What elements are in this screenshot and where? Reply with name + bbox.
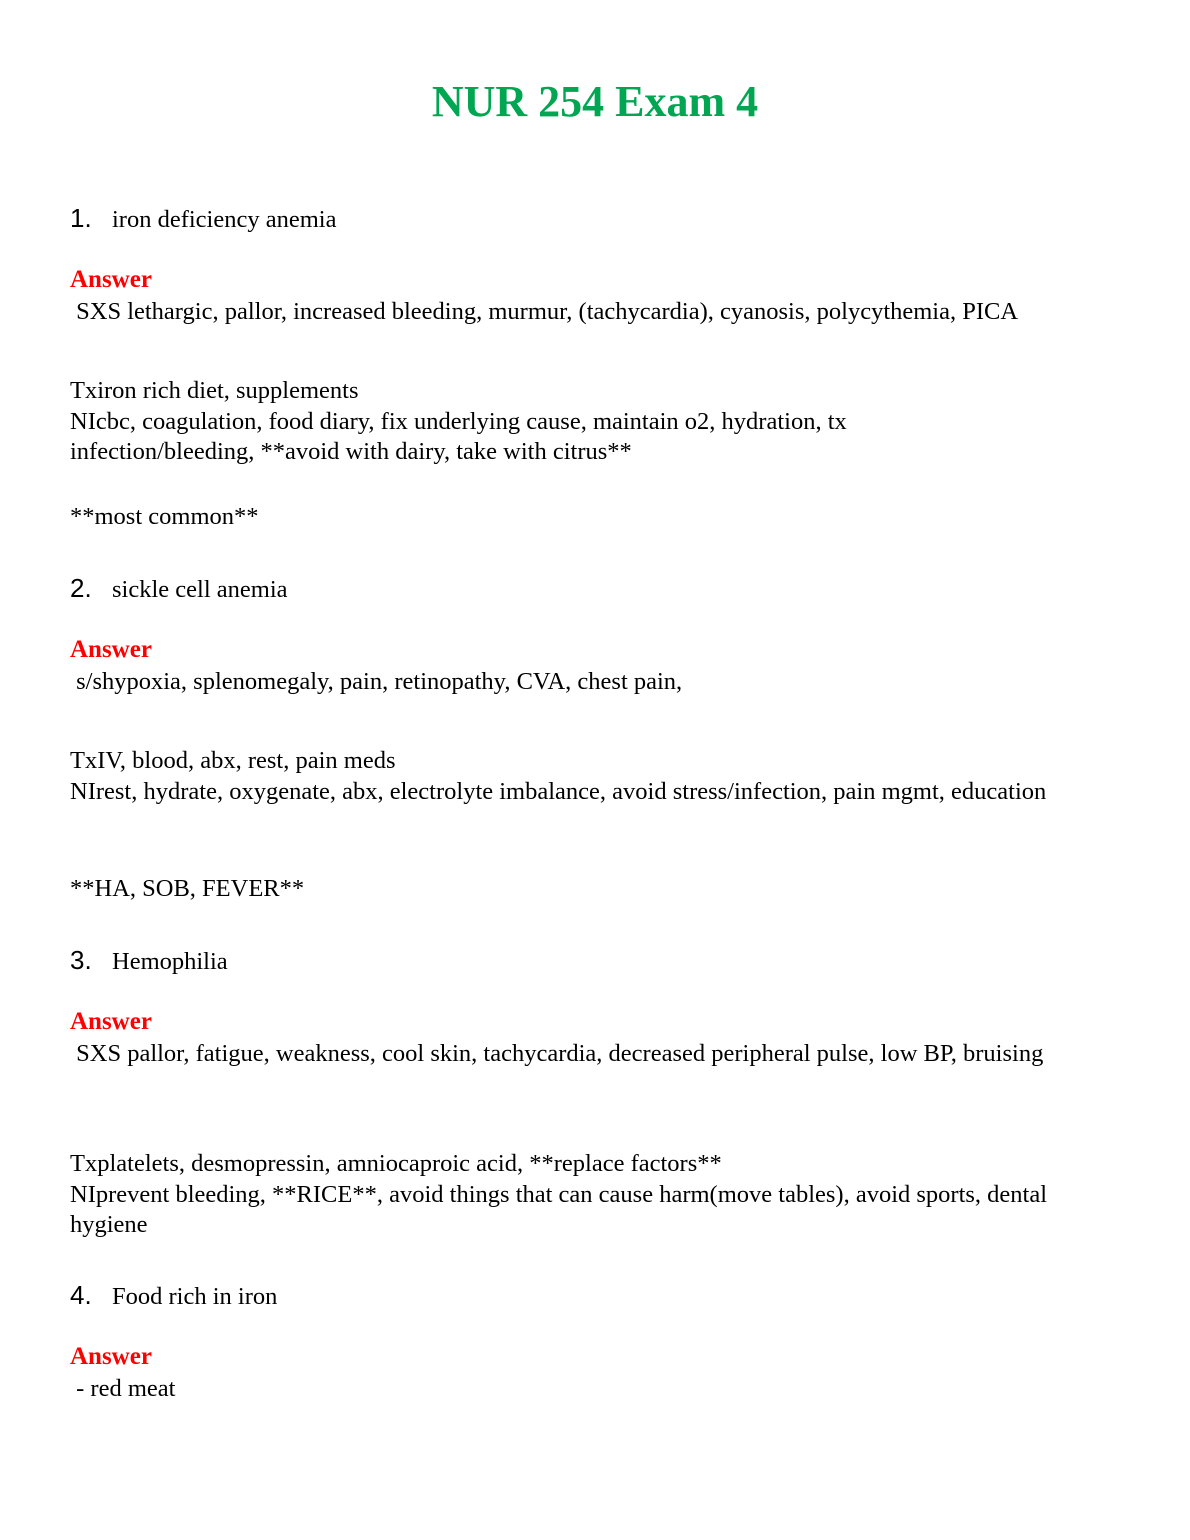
question-number: 3. (70, 945, 92, 975)
treatment-block (70, 1149, 1130, 1241)
question-2 (70, 572, 288, 609)
answer-text: SXS lethargic, pallor, increased bleeding, murmur, (tachycardia), cyanosis, polycythemia, PICA (70, 298, 1019, 325)
question-text: Food rich in iron (112, 1283, 278, 1310)
question-3 (70, 944, 228, 981)
nursing-interventions-text: NIprevent bleeding, **RICE**, avoid things that can cause harm(move tables), avoid sports, dental hygiene (70, 1180, 1048, 1238)
treatment-text: Txiron rich diet, supplements (70, 377, 359, 404)
answer-text: s/shypoxia, splenomegaly, pain, retinopathy, CVA, chest pain, (70, 668, 683, 695)
note-text: **most common** (70, 503, 259, 530)
answer-label: Answer (70, 636, 152, 663)
treatment-block (70, 376, 950, 468)
question-number: 2. (70, 573, 92, 603)
nursing-interventions-text: NIrest, hydrate, oxygenate, abx, electrolyte imbalance, avoid stress/infection, pain mgmt, education (70, 777, 1047, 805)
nursing-interventions-text: NIcbc, coagulation, food diary, fix underlying cause, maintain o2, hydration, tx infection/bleeding, **avoid with dairy, take with citrus** (70, 407, 847, 465)
treatment-text: Txplatelets, desmopressin, amniocaproic acid, **replace factors** (70, 1150, 722, 1177)
question-text: sickle cell anemia (112, 576, 288, 603)
treatment-block (70, 746, 1060, 807)
question-number: 4. (70, 1280, 92, 1310)
answer-text: - red meat (70, 1375, 176, 1402)
treatment-text: TxIV, blood, abx, rest, pain meds (70, 747, 396, 774)
note-text: **HA, SOB, FEVER** (70, 875, 305, 902)
question-4 (70, 1279, 277, 1316)
answer-label: Answer (70, 1343, 152, 1370)
answer-label: Answer (70, 1008, 152, 1035)
question-1 (70, 202, 336, 239)
question-number: 1. (70, 203, 92, 233)
question-text: iron deficiency anemia (112, 206, 337, 233)
page-title: NUR 254 Exam 4 (431, 77, 759, 126)
answer-text: SXS pallor, fatigue, weakness, cool skin, tachycardia, decreased peripheral pulse, low BP, bruising (70, 1040, 1044, 1067)
answer-label: Answer (70, 266, 152, 293)
question-text: Hemophilia (112, 948, 228, 975)
